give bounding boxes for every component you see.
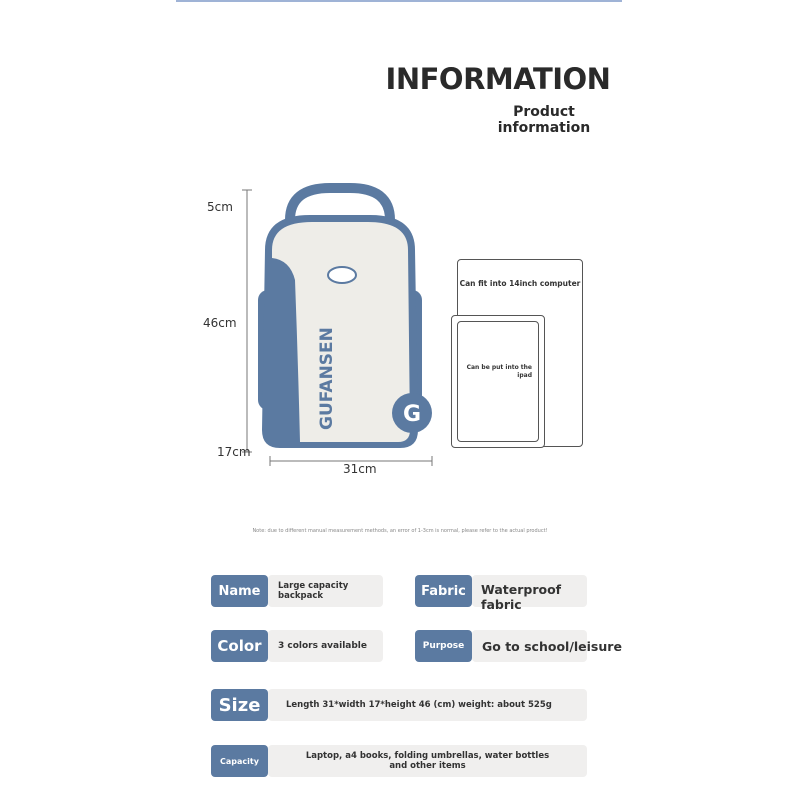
spec-value-color: 3 colors available bbox=[268, 630, 383, 662]
dimension-height: 46cm bbox=[203, 316, 237, 330]
page-title: INFORMATION bbox=[385, 62, 611, 96]
spec-value-name: Large capacity backpack bbox=[268, 575, 383, 607]
spec-label-fabric: Fabric bbox=[415, 575, 472, 607]
spec-label-purpose: Purpose bbox=[415, 630, 472, 662]
spec-value-size: Length 31*width 17*height 46 (cm) weight: about 525g bbox=[268, 689, 587, 721]
spec-value-capacity: Laptop, a4 books, folding umbrellas, water bottles and other items bbox=[268, 745, 587, 777]
tablet-caption: Can be put into the ipad bbox=[466, 364, 532, 379]
spec-label-name: Name bbox=[211, 575, 268, 607]
spec-label-color: Color bbox=[211, 630, 268, 662]
measurement-note: Note: due to different manual measurement methods, an error of 1-3cm is normal, please refer to the actual product! bbox=[252, 528, 548, 534]
dimension-width: 31cm bbox=[343, 462, 377, 476]
tablet-outline bbox=[451, 315, 545, 448]
spec-value-fabric: Waterproof fabric bbox=[472, 575, 587, 607]
backpack-image bbox=[250, 180, 440, 455]
spec-label-size: Size bbox=[211, 689, 268, 721]
spec-value-purpose: Go to school/leisure bbox=[472, 630, 587, 662]
dimension-top: 5cm bbox=[207, 200, 233, 214]
charm-letter: G bbox=[402, 402, 422, 427]
laptop-caption: Can fit into 14inch computer bbox=[459, 279, 581, 288]
brand-lettering: GUFANSEN bbox=[317, 327, 337, 430]
spec-label-capacity: Capacity bbox=[211, 745, 268, 777]
page-subtitle: Product information bbox=[497, 104, 591, 136]
dimension-depth: 17cm bbox=[217, 445, 251, 459]
